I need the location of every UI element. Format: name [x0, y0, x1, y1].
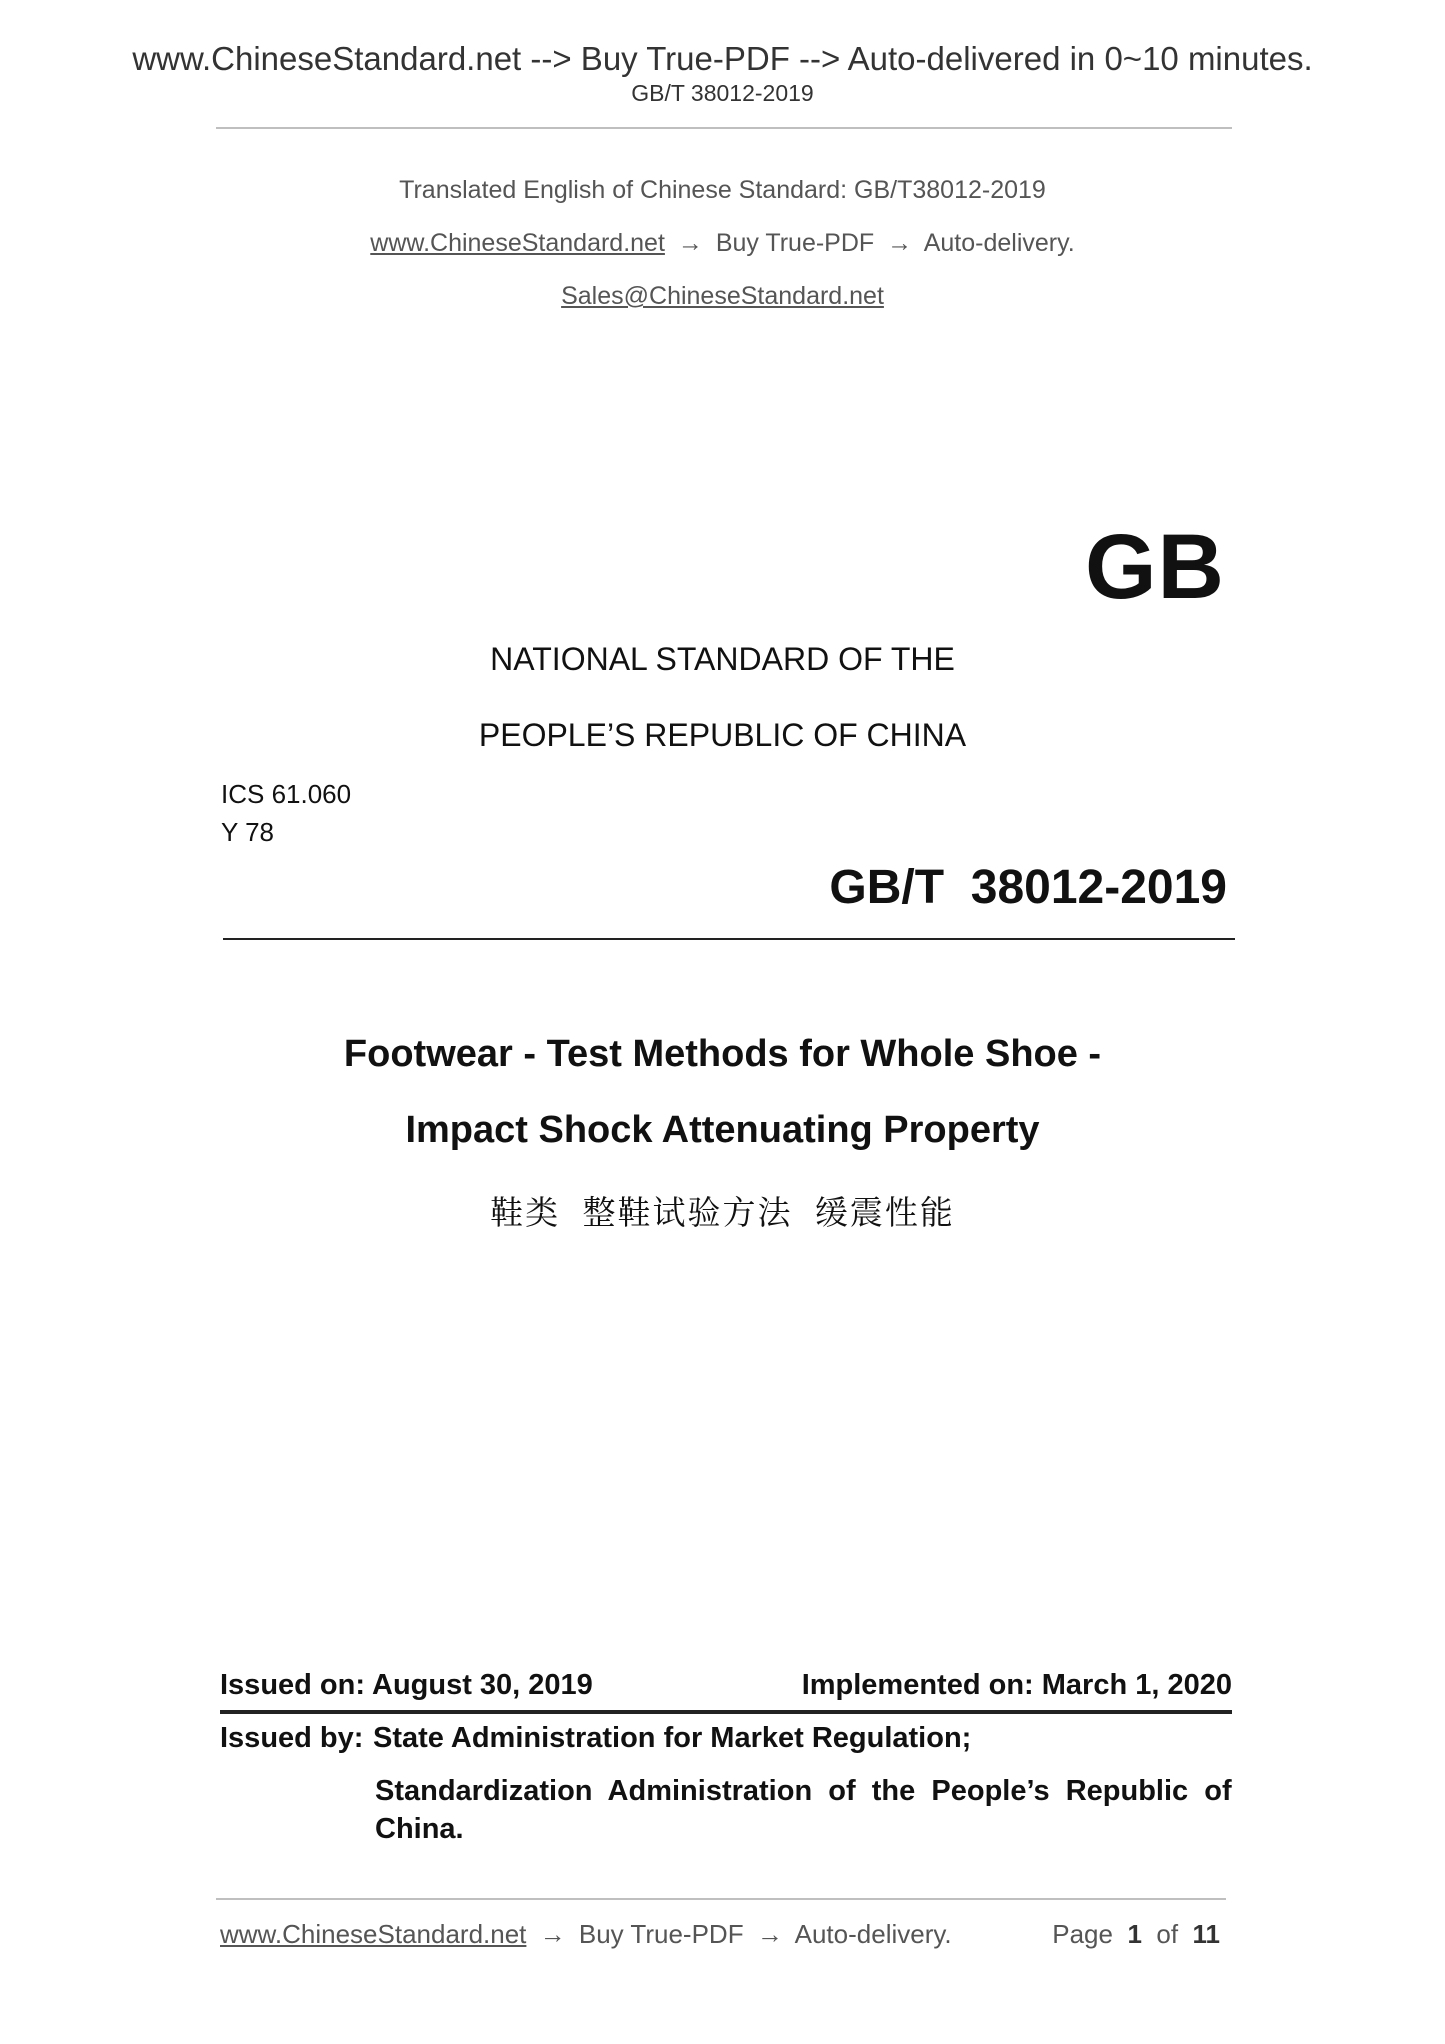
doc-code-header: GB/T 38012-2019	[631, 80, 814, 106]
sales-email-link[interactable]: Sales@ChineseStandard.net	[561, 282, 884, 310]
of-label: of	[1156, 1919, 1179, 1949]
buy-text: Buy True-PDF	[715, 229, 875, 257]
page-total: 11	[1192, 1919, 1220, 1949]
standard-number-underline	[223, 938, 1235, 940]
title-chinese: 鞋类 整鞋试验方法 缓震性能	[490, 1194, 955, 1231]
issued-by-label: Issued by:	[220, 1722, 364, 1754]
gb-mark: GB	[1085, 516, 1225, 618]
standard-number: GB/T 38012-2019	[829, 861, 1227, 914]
top-banner: www.ChineseStandard.net --> Buy True-PDF --> Auto-delivered in 0~10 minutes.	[132, 40, 1313, 77]
delivery-text: Auto-delivery.	[923, 229, 1075, 257]
intro-links	[0, 229, 1445, 258]
title-line-2: Impact Shock Attenuating Property	[405, 1109, 1040, 1151]
footer-divider	[216, 1898, 1226, 1900]
title-line-1: Footwear - Test Methods for Whole Shoe -	[343, 1033, 1102, 1075]
translated-line: Translated English of Chinese Standard: GB/T38012-2019	[399, 176, 1046, 204]
arrow-right-icon: →	[539, 1919, 566, 1949]
issuer-2-line-2: China.	[375, 1813, 464, 1845]
footer-site-link[interactable]: www.ChineseStandard.net	[220, 1919, 527, 1949]
issued-on: Issued on: August 30, 2019	[220, 1669, 593, 1701]
issue-divider	[220, 1710, 1232, 1714]
page-label: Page	[1052, 1919, 1113, 1949]
page-number: 1	[1127, 1919, 1142, 1949]
arrow-right-icon: →	[756, 1919, 783, 1949]
issuer-1: State Administration for Market Regulation;	[373, 1722, 972, 1754]
national-line-2: PEOPLE’S REPUBLIC OF CHINA	[478, 717, 967, 753]
footer-links	[220, 1919, 952, 1950]
ics-code: ICS 61.060	[221, 779, 352, 809]
national-line-1: NATIONAL STANDARD OF THE	[490, 641, 955, 677]
page-indicator	[1052, 1919, 1220, 1950]
issuer-2-line-1: Standardization Administration of the People’s Republic of	[375, 1775, 1232, 1807]
header-divider	[216, 127, 1232, 129]
site-link[interactable]: www.ChineseStandard.net	[370, 229, 665, 257]
footer-delivery-text: Auto-delivery.	[794, 1919, 952, 1949]
footer-buy-text: Buy True-PDF	[578, 1919, 744, 1949]
implemented-on: Implemented on: March 1, 2020	[801, 1669, 1232, 1701]
ccs-code: Y 78	[221, 817, 275, 847]
arrow-right-icon: →	[887, 229, 913, 257]
sales-email-row	[0, 282, 1445, 311]
arrow-right-icon: →	[677, 229, 703, 257]
